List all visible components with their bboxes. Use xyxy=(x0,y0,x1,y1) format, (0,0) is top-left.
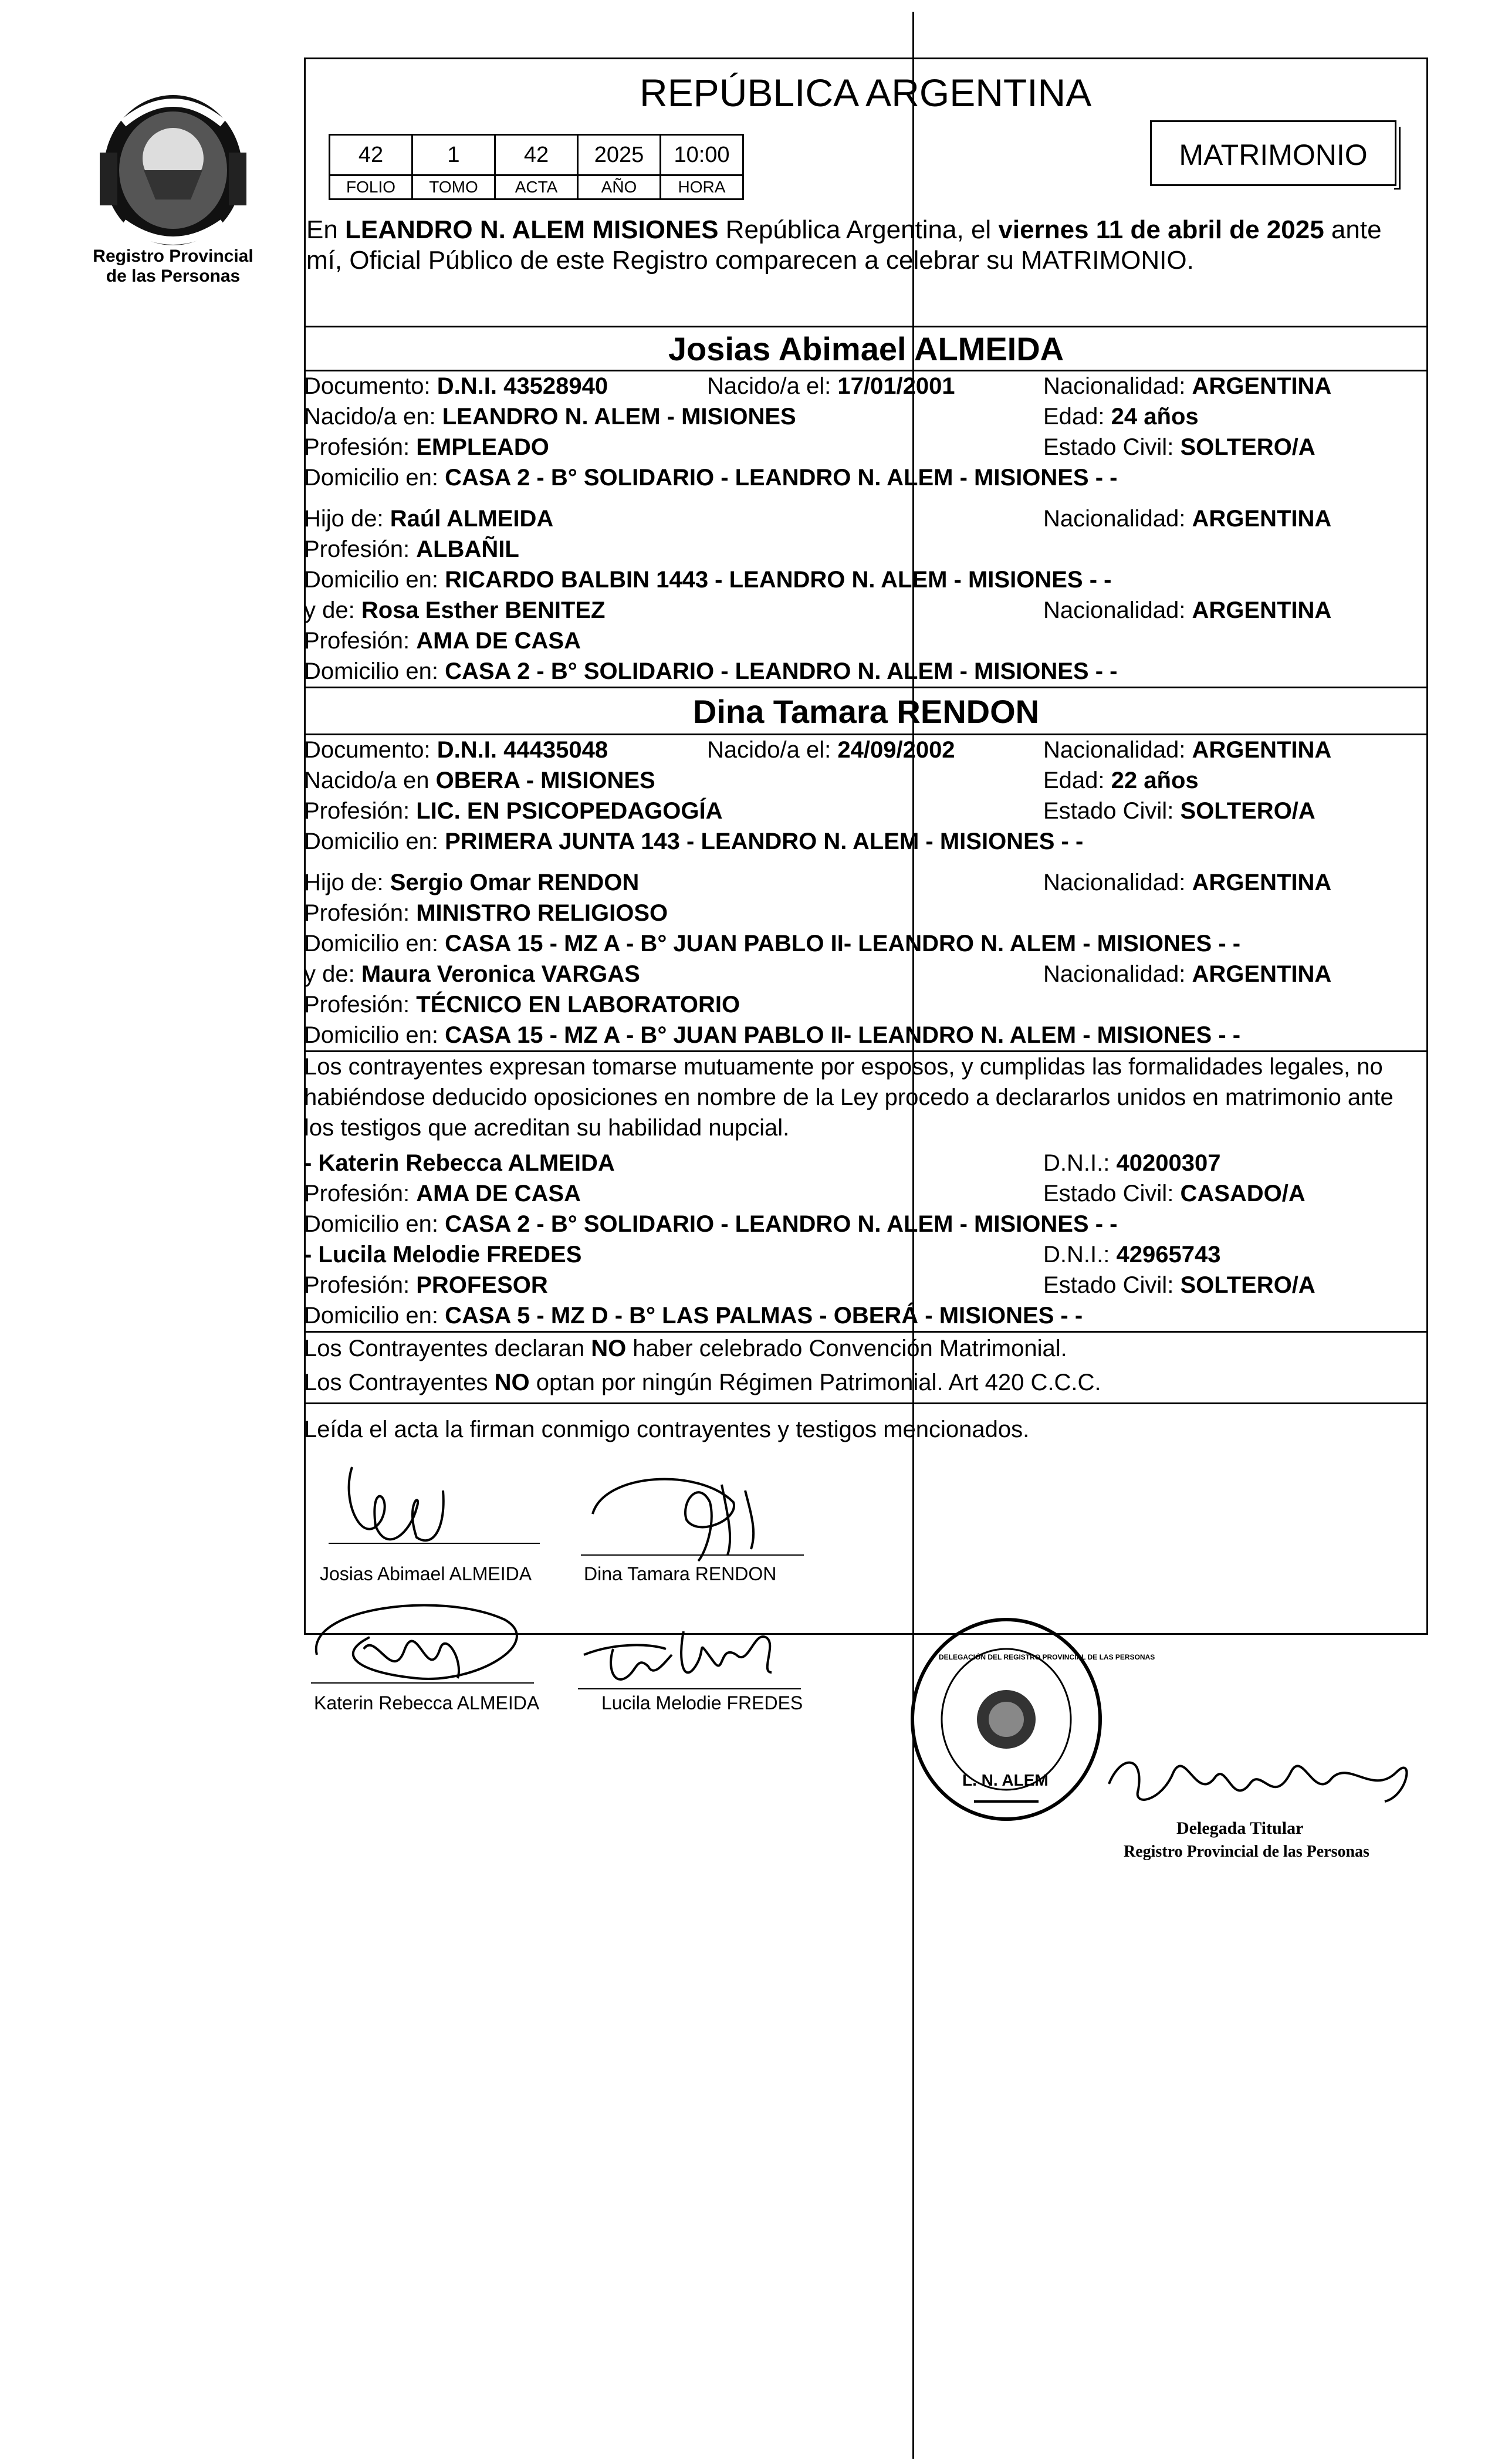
text: Los Contrayentes declaran xyxy=(304,1336,591,1361)
spouse1-estado-civil xyxy=(1043,432,1315,462)
field-value: ARGENTINA xyxy=(1192,870,1332,895)
field-label: Profesión: xyxy=(304,1272,410,1298)
field-value: LIC. EN PSICOPEDAGOGÍA xyxy=(416,798,723,824)
spouse2-name: Dina Tamara RENDON xyxy=(692,693,1040,730)
stamp-text: DELEGACIÓN DEL REGISTRO PROVINCIAL DE LAS PERSONAS xyxy=(939,1653,1155,1661)
witness2-estado-civil xyxy=(1043,1270,1315,1300)
field-value: ALBAÑIL xyxy=(416,536,519,562)
text: haber celebrado Convención Matrimonial. xyxy=(626,1336,1067,1361)
field-label: Nacionalidad: xyxy=(1043,597,1186,623)
field-value: TÉCNICO EN LABORATORIO xyxy=(416,992,740,1018)
field-value: 40200307 xyxy=(1116,1150,1221,1176)
spouse1-documento xyxy=(304,371,608,401)
field-value: AMA DE CASA xyxy=(416,1181,581,1206)
folio-value: 42 xyxy=(330,135,412,175)
ano-value: 2025 xyxy=(578,135,661,175)
spouse1-mother-dom xyxy=(304,656,1117,687)
field-label: Nacionalidad: xyxy=(1043,737,1186,763)
field-value: Raúl ALMEIDA xyxy=(390,506,554,532)
spouse2-estado-civil xyxy=(1043,796,1315,826)
field-value: LEANDRO N. ALEM - MISIONES xyxy=(442,404,796,430)
spouse1-father-nac xyxy=(1043,503,1331,534)
witness1-profesion xyxy=(304,1178,581,1209)
intro-date: viernes 11 de abril de 2025 xyxy=(998,215,1324,244)
province-logo xyxy=(88,88,258,252)
intro-text: ante xyxy=(1324,215,1382,244)
field-label: Domicilio en: xyxy=(304,1022,438,1048)
divider xyxy=(304,1331,1428,1333)
signature-dina xyxy=(581,1467,816,1567)
field-label: Hijo de: xyxy=(304,870,384,895)
field-label: Profesión: xyxy=(304,434,410,460)
field-label: Domicilio en: xyxy=(304,1211,438,1237)
convention-line-2 xyxy=(304,1367,1101,1398)
field-label: Nacido/a el: xyxy=(707,737,831,763)
field-label: Documento: xyxy=(304,373,431,399)
field-label: Nacionalidad: xyxy=(1043,961,1186,987)
declaration-line-2: habiéndose deducido oposiciones en nombre de la Ley procedo a declararlos unidos en matrimonio ante xyxy=(304,1084,1394,1110)
record-type-box: MATRIMONIO xyxy=(1150,120,1396,186)
field-label: Estado Civil: xyxy=(1043,434,1174,460)
field-label: Estado Civil: xyxy=(1043,798,1174,824)
field-label: y de: xyxy=(304,597,355,623)
witness1-name: - Katerin Rebecca ALMEIDA xyxy=(304,1150,615,1176)
spouse2-lugar xyxy=(304,765,655,796)
field-label: Documento: xyxy=(304,737,431,763)
field-value: CASA 15 - MZ A - B° JUAN PABLO II- LEANDRO N. ALEM - MISIONES - - xyxy=(445,1022,1241,1048)
divider xyxy=(304,1402,1428,1404)
field-label: Domicilio en: xyxy=(304,1303,438,1329)
field-value: PROFESOR xyxy=(416,1272,548,1298)
divider xyxy=(304,687,1428,688)
field-label: Nacido/a el: xyxy=(707,373,831,399)
witness1-domicilio xyxy=(304,1209,1117,1239)
registry-name: Registro Provincial de las Personas xyxy=(93,246,253,286)
tomo-value: 1 xyxy=(412,135,495,175)
field-label: Domicilio en: xyxy=(304,567,438,593)
tomo-label: TOMO xyxy=(412,175,495,200)
spouse2-documento xyxy=(304,735,608,765)
hora-value: 10:00 xyxy=(661,135,743,175)
field-label: Edad: xyxy=(1043,768,1105,793)
text-bold: NO xyxy=(591,1336,627,1361)
field-value: SOLTERO/A xyxy=(1180,434,1315,460)
field-value: RICARDO BALBIN 1443 - LEANDRO N. ALEM - MISIONES - - xyxy=(445,567,1112,593)
field-label: Profesión: xyxy=(304,900,410,926)
spouse1-father-prof xyxy=(304,534,519,565)
field-label: D.N.I.: xyxy=(1043,1242,1110,1268)
acta-value: 42 xyxy=(495,135,578,175)
field-label: Domicilio en: xyxy=(304,465,438,491)
field-value: 24 años xyxy=(1111,404,1199,430)
field-label: Profesión: xyxy=(304,628,410,654)
divider xyxy=(304,326,1428,327)
field-label: Estado Civil: xyxy=(1043,1272,1174,1298)
spouse1-edad xyxy=(1043,401,1199,432)
declaration-line-3: los testigos que acreditan su habilidad nupcial. xyxy=(304,1115,790,1141)
spouse2-nacido xyxy=(707,735,955,765)
spouse1-mother-nac xyxy=(1043,595,1331,626)
intro-place: LEANDRO N. ALEM MISIONES xyxy=(345,215,719,244)
spouse1-lugar xyxy=(304,401,796,432)
spouse1-mother-prof xyxy=(304,626,581,656)
text: optan por ningún Régimen Patrimonial. Art 420 C.C.C. xyxy=(529,1370,1101,1395)
field-value: 42965743 xyxy=(1116,1242,1221,1268)
field-value: CASA 2 - B° SOLIDARIO - LEANDRO N. ALEM - MISIONES - - xyxy=(445,465,1118,491)
witness1-dni xyxy=(1043,1148,1220,1178)
signature-josias xyxy=(317,1455,552,1561)
field-value: AMA DE CASA xyxy=(416,628,581,654)
signature-label-dina: Dina Tamara RENDON xyxy=(584,1563,777,1584)
spouse2-mother-dom xyxy=(304,1020,1240,1050)
field-label: Domicilio en: xyxy=(304,931,438,956)
acta-label: ACTA xyxy=(495,175,578,200)
folio-label: FOLIO xyxy=(330,175,412,200)
field-value: CASADO/A xyxy=(1180,1181,1306,1206)
signature-lucila xyxy=(578,1620,824,1696)
field-value: ARGENTINA xyxy=(1192,737,1332,763)
ano-label: AÑO xyxy=(578,175,661,200)
spouse2-father-nac xyxy=(1043,867,1331,898)
declaration-line-1: Los contrayentes expresan tomarse mutuamente por esposos, y cumplidas las formalidades legales, no xyxy=(304,1054,1383,1080)
field-label: y de: xyxy=(304,961,355,987)
spouse2-mother-prof xyxy=(304,989,740,1020)
field-label: Domicilio en: xyxy=(304,829,438,854)
intro-line-1 xyxy=(306,216,1382,244)
field-value: ARGENTINA xyxy=(1192,961,1332,987)
field-label: Nacionalidad: xyxy=(1043,870,1186,895)
field-value: 17/01/2001 xyxy=(837,373,955,399)
field-value: D.N.I. 44435048 xyxy=(437,737,608,763)
intro-text: En xyxy=(306,215,346,244)
spouse2-father xyxy=(304,867,639,898)
field-label: Profesión: xyxy=(304,1181,410,1206)
field-label: Nacionalidad: xyxy=(1043,373,1186,399)
field-value: OBERA - MISIONES xyxy=(435,768,655,793)
hora-label: HORA xyxy=(661,175,743,200)
spouse1-domicilio xyxy=(304,462,1117,493)
spouse2-mother xyxy=(304,959,640,989)
field-value: 22 años xyxy=(1111,768,1199,793)
convention-line-1 xyxy=(304,1333,1067,1364)
intro-text: República Argentina, el xyxy=(718,215,999,244)
stamp-bottom: L. N. ALEM xyxy=(962,1771,1049,1789)
field-value: ARGENTINA xyxy=(1192,373,1332,399)
field-value: ARGENTINA xyxy=(1192,597,1332,623)
field-value: Rosa Esther BENITEZ xyxy=(361,597,606,623)
spouse1-father-dom xyxy=(304,565,1111,595)
page-title: REPÚBLICA ARGENTINA xyxy=(640,71,1092,114)
signature-label-lucila: Lucila Melodie FREDES xyxy=(601,1692,803,1713)
field-value: MINISTRO RELIGIOSO xyxy=(416,900,668,926)
spouse1-father xyxy=(304,503,553,534)
field-label: Nacionalidad: xyxy=(1043,506,1186,532)
field-value: D.N.I. 43528940 xyxy=(437,373,608,399)
spouse2-father-dom xyxy=(304,928,1240,959)
closing-text: Leída el acta la firman conmigo contrayentes y testigos mencionados. xyxy=(304,1417,1030,1442)
field-value: ARGENTINA xyxy=(1192,506,1332,532)
record-table xyxy=(329,134,744,200)
spouse2-profesion xyxy=(304,796,723,826)
field-label: Profesión: xyxy=(304,992,410,1018)
field-value: CASA 15 - MZ A - B° JUAN PABLO II- LEANDRO N. ALEM - MISIONES - - xyxy=(445,931,1241,956)
intro-line-2: mí, Oficial Público de este Registro comparecen a celebrar su MATRIMONIO. xyxy=(306,246,1194,275)
field-label: Edad: xyxy=(1043,404,1105,430)
field-label: Hijo de: xyxy=(304,506,384,532)
spouse1-mother xyxy=(304,595,606,626)
field-value: EMPLEADO xyxy=(416,434,549,460)
spouse2-father-prof xyxy=(304,898,668,928)
field-value: CASA 2 - B° SOLIDARIO - LEANDRO N. ALEM - MISIONES - - xyxy=(445,1211,1118,1237)
field-label: Profesión: xyxy=(304,536,410,562)
spouse2-mother-nac xyxy=(1043,959,1331,989)
field-label: Profesión: xyxy=(304,798,410,824)
field-value: Maura Veronica VARGAS xyxy=(361,961,640,987)
spouse1-nacido xyxy=(707,371,955,401)
text-bold: NO xyxy=(494,1370,530,1395)
spouse1-profesion xyxy=(304,432,549,462)
witness2-profesion xyxy=(304,1270,548,1300)
witness1-estado-civil xyxy=(1043,1178,1306,1209)
spouse2-domicilio xyxy=(304,826,1083,857)
official-office: Registro Provincial de las Personas xyxy=(1124,1843,1369,1861)
field-label: D.N.I.: xyxy=(1043,1150,1110,1176)
witness2-dni xyxy=(1043,1239,1220,1270)
field-value: CASA 2 - B° SOLIDARIO - LEANDRO N. ALEM - MISIONES - - xyxy=(445,658,1118,684)
field-label: Nacido/a en: xyxy=(304,404,436,430)
field-label: Estado Civil: xyxy=(1043,1181,1174,1206)
spouse2-edad xyxy=(1043,765,1199,796)
field-value: PRIMERA JUNTA 143 - LEANDRO N. ALEM - MISIONES - - xyxy=(445,829,1084,854)
signature-label-josias: Josias Abimael ALMEIDA xyxy=(320,1563,532,1584)
field-value: Sergio Omar RENDON xyxy=(390,870,640,895)
witness2-domicilio xyxy=(304,1300,1083,1331)
field-value: CASA 5 - MZ D - B° LAS PALMAS - OBERÁ - MISIONES - - xyxy=(445,1303,1083,1329)
field-value: 24/09/2002 xyxy=(837,737,955,763)
text: Los Contrayentes xyxy=(304,1370,495,1395)
spouse1-name: Josias Abimael ALMEIDA xyxy=(668,330,1064,367)
field-value: SOLTERO/A xyxy=(1180,798,1315,824)
spouse1-nacionalidad xyxy=(1043,371,1331,401)
signature-label-katerin: Katerin Rebecca ALMEIDA xyxy=(314,1692,540,1713)
witness2-name: - Lucila Melodie FREDES xyxy=(304,1242,582,1268)
field-label: Domicilio en: xyxy=(304,658,438,684)
field-label: Nacido/a en xyxy=(304,768,429,793)
spouse2-nacionalidad xyxy=(1043,735,1331,765)
official-title: Delegada Titular xyxy=(1176,1819,1304,1838)
signature-katerin xyxy=(299,1584,546,1690)
field-value: SOLTERO/A xyxy=(1180,1272,1315,1298)
